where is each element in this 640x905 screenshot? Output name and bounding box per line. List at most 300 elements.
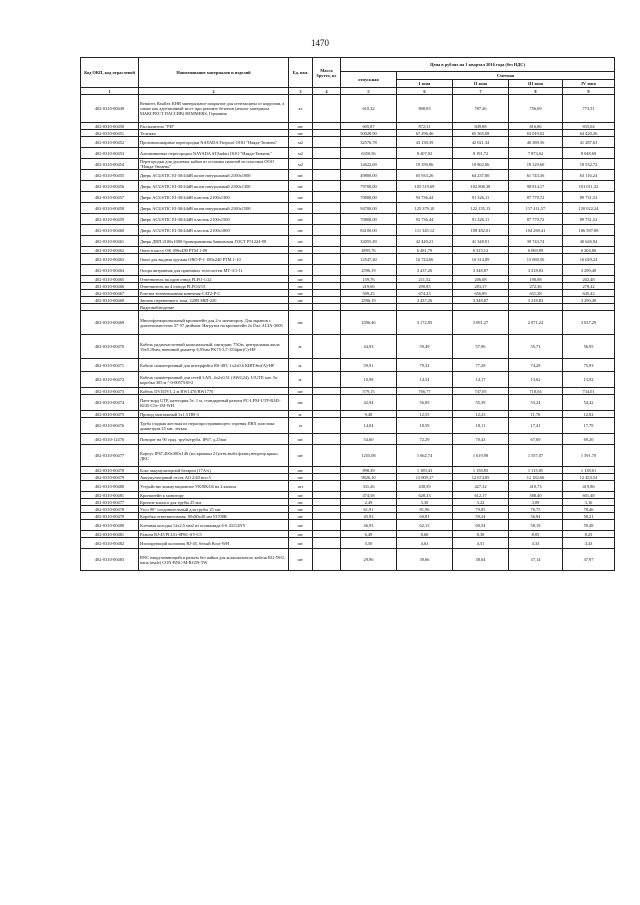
cell-zone-1-price: 628,33 [397, 492, 453, 499]
cell-zone-1-price: 872,31 [397, 123, 453, 130]
cell-release-price: 49800,00 [341, 170, 397, 181]
cell-release-price: 32576,78 [341, 137, 397, 148]
cell-zone-2-price: 102 806,38 [453, 181, 509, 192]
cell-code: 402-0310-00452 [81, 137, 139, 148]
table-row [81, 445, 615, 467]
cell-name: Розетка телевизионная конечная CAT2-P-C [139, 290, 289, 297]
cell-name: Ответвитель на один отвод PLFO-1/22 [139, 276, 289, 283]
table-body [81, 95, 615, 571]
cell-name: Коробка ответвительная, 80х80х40 мм 53700R [139, 513, 289, 520]
cell-mass [313, 445, 341, 467]
header-zone-1: I зона [397, 80, 453, 88]
cell-code: 402-0310-00483 [81, 549, 139, 571]
cell-zone-2-price: 18,11 [453, 418, 509, 434]
cell-release-price: 14622,69 [341, 159, 397, 170]
cell-zone-2-price: 60,54 [453, 520, 509, 531]
cell-code: 402-0310-00470 [81, 335, 139, 359]
table-row [81, 395, 615, 411]
cell-zone-3-price: 104 269,41 [509, 225, 563, 236]
cell-zone-1-price: 67 296,46 [397, 130, 453, 137]
cell-zone-1-price: 290,85 [397, 283, 453, 290]
cell-code: 402-0310-00472 [81, 372, 139, 388]
cell-unit: шт. [289, 513, 313, 520]
cell-zone-4-price: 278,42 [563, 283, 615, 290]
cell-zone-1-price: 6 481,79 [397, 247, 453, 254]
table-row [81, 513, 615, 520]
cell-zone-3-price: 2 971,22 [509, 311, 563, 335]
cell-zone-2-price: 206,08 [453, 276, 509, 283]
cell-release-price: 159,76 [341, 276, 397, 283]
cell-release-price: 2596,19 [341, 297, 397, 304]
cell-zone-1-price: 79,32 [397, 359, 453, 372]
cell-zone-1-price: 105 519,69 [397, 181, 453, 192]
cell-release-price: 42,94 [341, 395, 397, 411]
cell-zone-4-price: 4,43 [563, 538, 615, 549]
cell-unit: шт. [289, 130, 313, 137]
header-price-group: Цена в рублях на 1 квартал 2016 года (без НДС) [341, 58, 615, 72]
cell-mass [313, 203, 341, 214]
cell-release-price: 12547,40 [341, 254, 397, 265]
cell-mass [313, 395, 341, 411]
cell-mass [313, 265, 341, 276]
cell-unit: шт. [289, 549, 313, 571]
cell-name: Тележка [139, 130, 289, 137]
cell-zone-4-price: 734,01 [563, 388, 615, 395]
cell-code: 402-0310-00477 [81, 445, 139, 467]
cell-zone-3-price: 63 019,02 [509, 130, 563, 137]
cell-zone-1-price: 18,59 [397, 418, 453, 434]
cell-zone-1-price: 19 359,86 [397, 159, 453, 170]
cell-zone-2-price: 4,51 [453, 538, 509, 549]
table-row [81, 170, 615, 181]
header-name: Наименование материалов и изделий [139, 58, 289, 88]
cell-mass [313, 192, 341, 203]
page-number: 1470 [311, 38, 329, 48]
cell-unit: м2 [289, 137, 313, 148]
cell-zone-3-price: 40 389,56 [509, 137, 563, 148]
cell-unit [289, 304, 313, 311]
cell-zone-3-price: 718,04 [509, 388, 563, 395]
cell-mass [313, 474, 341, 481]
cell-zone-4-price: 18 532,72 [563, 159, 615, 170]
cell-release-price: 61,91 [341, 506, 397, 513]
cell-release-price: 50028,90 [341, 130, 397, 137]
cell-zone-4-price: 16 029,24 [563, 254, 615, 265]
cell-unit: м. [289, 335, 313, 359]
cell-zone-4-price: 3 037,29 [563, 311, 615, 335]
cell-zone-1-price: 60,81 [397, 513, 453, 520]
cell-name: Распылитель "РИ" [139, 123, 289, 130]
cell-unit: м. [289, 359, 313, 372]
cell-name: Крепеж-клипса для трубы 25 мм [139, 499, 289, 506]
cell-unit: м. [289, 411, 313, 418]
cell-code: 402-0310-00464 [81, 265, 139, 276]
cell-zone-2-price: 787,26 [453, 95, 509, 123]
cell-unit: шт. [289, 181, 313, 192]
cell-zone-3-price: 1 113,85 [509, 467, 563, 474]
cell-code: 402-0310-00465 [81, 276, 139, 283]
header-zone-4: IV зона [563, 80, 615, 88]
cell-zone-2-price: 64 237,80 [453, 170, 509, 181]
cell-zone-3-price: 13,62 [509, 372, 563, 388]
cell-zone-3-price: 12 182,66 [509, 474, 563, 481]
cell-mass [313, 492, 341, 499]
cell-zone-4-price [563, 304, 615, 311]
cell-release-price: 331,26 [341, 481, 397, 492]
cell-zone-1-price: 56,85 [397, 395, 453, 411]
cell-release-price: 898,39 [341, 467, 397, 474]
cell-code: 402-0310-00461 [81, 236, 139, 247]
cell-name: Окно для выдачи оружия ОВО-Р-1 180х240 РТМ 1-10 [139, 254, 289, 265]
cell-zone-4-price: 69,20 [563, 434, 615, 445]
table-row [81, 247, 615, 254]
cell-release-price: 94700,00 [341, 203, 397, 214]
cell-zone-4-price: 1 138,61 [563, 467, 615, 474]
cell-zone-3-price: 15 680,56 [509, 254, 563, 265]
cell-name: BNC накручивающийся разъем без пайки для коаксиального кабеля RG-59/U, папа (male) CON-BNC-M-RG59-TW [139, 549, 289, 571]
cell-name: Алюминиевые перегородки NAYADA STAndart ООО "Наяда-Тюмень" [139, 148, 289, 159]
cell-code: 402-0310-00453 [81, 148, 139, 159]
cell-zone-3-price: 816,86 [509, 123, 563, 130]
cell-zone-4-price: 8,23 [563, 531, 615, 538]
cell-release-price: 3,50 [341, 538, 397, 549]
cell-code: 402-0310-00481 [81, 492, 139, 499]
cell-release-price: 610,32 [341, 95, 397, 123]
cell-zone-1-price: 39,66 [397, 549, 453, 571]
cell-zone-1-price: 72,29 [397, 434, 453, 445]
cell-zone-2-price: 427,32 [453, 481, 509, 492]
cell-zone-2-price: 747,05 [453, 388, 509, 395]
cell-name: Дверь ACUSTIC EI-30/44dB шпон натуральный 2100х1500 [139, 203, 289, 214]
cell-unit: шт. [289, 297, 313, 304]
cell-mass [313, 181, 341, 192]
cell-unit: шт. [289, 276, 313, 283]
cell-zone-3-price: 8,05 [509, 531, 563, 538]
cell-code [81, 304, 139, 311]
cell-zone-2-price: 57,96 [453, 335, 509, 359]
table-row [81, 492, 615, 499]
cell-zone-2-price [453, 304, 509, 311]
cell-release-price: 2396,46 [341, 311, 397, 335]
cell-zone-3-price: 87 779,72 [509, 192, 563, 203]
cell-code: 402-0310-00462 [81, 247, 139, 254]
cell-mass [313, 247, 341, 254]
cell-zone-3-price: 198,08 [509, 276, 563, 283]
cell-name: Перегородки для душевых кабин из осоновы панелей из пластика ООО "Наяда-Тюмень" [139, 159, 289, 170]
cell-zone-2-price: 65 565,08 [453, 130, 509, 137]
table-row [81, 181, 615, 192]
cell-name: Труба гладкая жесткая из нераспространяющего горения ПВХ пластика диаметром 25 мм. легкая [139, 418, 289, 434]
cell-zone-4-price: 12,02 [563, 411, 615, 418]
cell-zone-4-price: 54,42 [563, 395, 615, 411]
cell-zone-2-price: 122 155,13 [453, 203, 509, 214]
cell-zone-4-price: 3 290,40 [563, 297, 615, 304]
table-row [81, 311, 615, 335]
cell-zone-3-price: 117 411,57 [509, 203, 563, 214]
cell-zone-3-price: 74,28 [509, 359, 563, 372]
table-row [81, 418, 615, 434]
table-row [81, 148, 615, 159]
col-number: 3 [289, 88, 313, 95]
cell-name: Кабель симметричный для интерфейса RS-485, 1х2х0,6 КИПЭнг(А)-НF [139, 359, 289, 372]
cell-zone-2-price: 12 674,85 [453, 474, 509, 481]
cell-zone-3-price: 53,24 [509, 395, 563, 411]
table-row [81, 481, 615, 492]
cell-name: Изолирующий колпачок RJ-45, белый Boot-WH [139, 538, 289, 549]
cell-zone-4-price: 6 204,86 [563, 247, 615, 254]
col-number: 1 [81, 88, 139, 95]
col-number: 7 [453, 88, 509, 95]
cell-name: Разъем RJ-45 PLUG-8P8C-SV-C5 [139, 531, 289, 538]
header-zone-2: II зона [453, 80, 509, 88]
cell-mass [313, 170, 341, 181]
header-estimate: Сметная [397, 72, 615, 80]
cell-zone-2-price: 18 862,06 [453, 159, 509, 170]
table-row [81, 123, 615, 130]
cell-zone-2-price: 612,17 [453, 492, 509, 499]
cell-mass [313, 123, 341, 130]
cell-code: 402-0310-12476 [81, 434, 139, 445]
cell-mass [313, 481, 341, 492]
cell-zone-4-price: 835,04 [563, 123, 615, 130]
cell-zone-2-price: 79,85 [453, 506, 509, 513]
cell-code: 402-0310-00474 [81, 395, 139, 411]
cell-zone-3-price: 56,94 [509, 513, 563, 520]
cell-unit: шт. [289, 170, 313, 181]
table-row [81, 359, 615, 372]
cell-mass [313, 467, 341, 474]
cell-code: 402-0310-00449 [81, 95, 139, 123]
col-number: 5 [341, 88, 397, 95]
cell-name: Противопожарные перегородки NAYADA Firepoof ООО "Наяда-Тюмень" [139, 137, 289, 148]
cell-zone-1-price: 13 009,37 [397, 474, 453, 481]
cell-release-price: 605,87 [341, 123, 397, 130]
cell-zone-1-price [397, 304, 453, 311]
cell-zone-2-price: 849,88 [453, 123, 509, 130]
cell-code: 402-0310-00469 [81, 311, 139, 335]
cell-release-price: 9,48 [341, 411, 397, 418]
cell-release-price: 45,93 [341, 513, 397, 520]
cell-name: Дверь ACUSTIC EI-30/44dB пластик 2100х1500 [139, 214, 289, 225]
cell-zone-4-price: 78,46 [563, 506, 615, 513]
cell-release-price: 6,49 [341, 531, 397, 538]
cell-unit: шт. [289, 492, 313, 499]
cell-unit: шт. [289, 395, 313, 411]
cell-zone-4-price: 106 587,88 [563, 225, 615, 236]
header-unit: Ед. изм. [289, 58, 313, 88]
cell-unit: шт. [289, 467, 313, 474]
cell-mass [313, 520, 341, 531]
table-row [81, 297, 615, 304]
cell-release-price: 474,58 [341, 492, 397, 499]
cell-name: Клемная колодка 12х2,5 мм2 из полиамида 6-6 43112NY [139, 520, 289, 531]
cell-name: Дверь ACUSTIC EI-30/44dB пластик 2100х1300 [139, 192, 289, 203]
cell-zone-4-price: 59,48 [563, 520, 615, 531]
cell-mass [313, 290, 341, 297]
cell-mass [313, 148, 341, 159]
cell-zone-3-price: 61 743,36 [509, 170, 563, 181]
cell-zone-2-price: 41 348,91 [453, 236, 509, 247]
table-row [81, 335, 615, 359]
cell-mass [313, 372, 341, 388]
cell-code: 402-0310-00454 [81, 159, 139, 170]
cell-name: Поворот на 90 град. труба/труба, IP67, д.25мм [139, 434, 289, 445]
cell-name: Дверь ДВП 2100х1000 бронированная банковская ГОСТ Р51224-98 [139, 236, 289, 247]
table-row [81, 506, 615, 513]
cell-release-price: 10,98 [341, 372, 397, 388]
cell-release-price: 44,93 [341, 335, 397, 359]
cell-code: 402-0310-00457 [81, 192, 139, 203]
cell-mass [313, 335, 341, 359]
cell-unit: шт. [289, 538, 313, 549]
cell-release-price: 1255,08 [341, 445, 397, 467]
cell-zone-1-price: 62,13 [397, 520, 453, 531]
cell-release-price: 219,66 [341, 283, 397, 290]
cell-mass [313, 304, 341, 311]
cell-zone-1-price: 65 933,26 [397, 170, 453, 181]
cell-zone-1-price: 12,55 [397, 411, 453, 418]
cell-unit: шт. [289, 434, 313, 445]
cell-zone-3-price: 58,19 [509, 520, 563, 531]
table-row [81, 290, 615, 297]
cell-zone-2-price: 283,37 [453, 283, 509, 290]
cell-zone-2-price: 3 348,87 [453, 297, 509, 304]
cell-zone-3-price: 588,40 [509, 492, 563, 499]
table-row [81, 137, 615, 148]
cell-zone-2-price: 55,39 [453, 395, 509, 411]
cell-mass [313, 95, 341, 123]
cell-mass [313, 159, 341, 170]
cell-code: 402-0310-00456 [81, 181, 139, 192]
cell-zone-3-price: 67,69 [509, 434, 563, 445]
cell-zone-4-price: 8 048,69 [563, 148, 615, 159]
cell-zone-2-price: 91 326,11 [453, 214, 509, 225]
table-row [81, 95, 615, 123]
table-row [81, 549, 615, 571]
cell-unit: шт. [289, 474, 313, 481]
cell-name: Видеонаблюдение [139, 304, 289, 311]
cell-code: 402-0310-00473 [81, 388, 139, 395]
cell-zone-4-price: 75,93 [563, 359, 615, 372]
cell-name: Дверь ACUSTIC EI-30/44dB шпон натуральный 2100х1000 [139, 170, 289, 181]
cell-name: Звонок переменного тока, 220В ЗВП-220 [139, 297, 289, 304]
cell-zone-2-price: 38,64 [453, 549, 509, 571]
cell-zone-3-price: 4,33 [509, 538, 563, 549]
col-number: 9 [563, 88, 615, 95]
cell-zone-4-price: 3,16 [563, 499, 615, 506]
cell-release-price: 4895,76 [341, 247, 397, 254]
cell-mass [313, 311, 341, 335]
cell-zone-1-price: 93 736,44 [397, 214, 453, 225]
col-number: 2 [139, 88, 289, 95]
cell-unit: м [289, 418, 313, 434]
cell-mass [313, 499, 341, 506]
cell-release-price: 6350,56 [341, 148, 397, 159]
cell-zone-3-price: 3 218,83 [509, 297, 563, 304]
cell-release-price: 54,60 [341, 434, 397, 445]
cell-mass [313, 538, 341, 549]
cell-zone-1-price: 8 407,92 [397, 148, 453, 159]
cell-mass [313, 388, 341, 395]
cell-release-price: 509,25 [341, 290, 397, 297]
cell-zone-4-price: 645,42 [563, 290, 615, 297]
cell-zone-4-price: 37,97 [563, 549, 615, 571]
cell-name: Многофункциональный кронштейн для 2-х мониторов. Для экранов с диагональностью 37-57 дюймов. Нагрузка на кронштейн 2х15кг ALTA-3005 [139, 311, 289, 335]
cell-zone-4-price: 3 290,40 [563, 265, 615, 276]
cell-unit: м2 [289, 159, 313, 170]
cell-zone-4-price: 773,51 [563, 95, 615, 123]
cell-zone-1-price: 59,49 [397, 335, 453, 359]
cell-zone-2-price: 70,43 [453, 434, 509, 445]
cell-zone-4-price: 56,95 [563, 335, 615, 359]
cell-unit: шт. [289, 225, 313, 236]
cell-name: Кабель DVI/DVI, 2 м BW1470/BW1770 [139, 388, 289, 395]
cell-code: 402-0310-00467 [81, 290, 139, 297]
cell-name: Корпус IP67,400х300х146 (мс.крышки 21)стек.выбл.фланц.непрозр.крыш. ДКС [139, 445, 289, 467]
cell-zone-1-price: 93 736,44 [397, 192, 453, 203]
cell-mass [313, 434, 341, 445]
table-row [81, 520, 615, 531]
cell-mass [313, 137, 341, 148]
cell-mass [313, 297, 341, 304]
cell-zone-1-price: 81,96 [397, 506, 453, 513]
cell-zone-3-price: 3 218,83 [509, 265, 563, 276]
cell-zone-2-price: 8,38 [453, 531, 509, 538]
cell-zone-2-price: 12,23 [453, 411, 509, 418]
cell-zone-3-price: 39 743,74 [509, 236, 563, 247]
cell-zone-2-price: 59,24 [453, 513, 509, 520]
cell-zone-3-price: 6 069,89 [509, 247, 563, 254]
cell-code: 402-0310-00475 [81, 411, 139, 418]
cell-zone-1-price: 4,63 [397, 538, 453, 549]
section-row [81, 304, 615, 311]
cell-zone-2-price: 42 021,34 [453, 137, 509, 148]
cell-zone-2-price: 6 315,12 [453, 247, 509, 254]
cell-mass [313, 254, 341, 265]
cell-code: 402-0310-00479 [81, 513, 139, 520]
cell-release-price [341, 304, 397, 311]
col-number: 6 [397, 88, 453, 95]
cell-zone-4-price: 40 626,94 [563, 236, 615, 247]
cell-zone-3-price: 37,14 [509, 549, 563, 571]
cell-release-price: 59,91 [341, 359, 397, 372]
cell-code: 402-0310-00476 [81, 418, 139, 434]
table-row [81, 411, 615, 418]
cell-unit: шт. [289, 520, 313, 531]
cell-zone-4-price: 89 731,52 [563, 192, 615, 203]
cell-unit: шт. [289, 236, 313, 247]
cell-code: 402-0310-00478 [81, 467, 139, 474]
cell-name: Ответвитель на 4 отвода PLFO4/15 [139, 283, 289, 290]
cell-release-price: 2596,19 [341, 265, 397, 276]
cell-unit: шт. [289, 499, 313, 506]
cell-unit: шт. [289, 531, 313, 538]
table-row [81, 254, 615, 265]
cell-unit: шт. [289, 506, 313, 513]
table-row [81, 434, 615, 445]
cell-zone-1-price: 43 130,39 [397, 137, 453, 148]
cell-code: 402-0310-00477 [81, 499, 139, 506]
table-header [81, 58, 615, 95]
cell-zone-2-price: 3 091,27 [453, 311, 509, 335]
cell-zone-1-price: 42 440,21 [397, 236, 453, 247]
table-row [81, 372, 615, 388]
cell-name: Аккумуляторный отсек АО 2/40 исп.5 [139, 474, 289, 481]
cell-unit: шт. [289, 123, 313, 130]
table-row [81, 192, 615, 203]
cell-zone-3-price: 7 873,62 [509, 148, 563, 159]
cell-mass [313, 418, 341, 434]
